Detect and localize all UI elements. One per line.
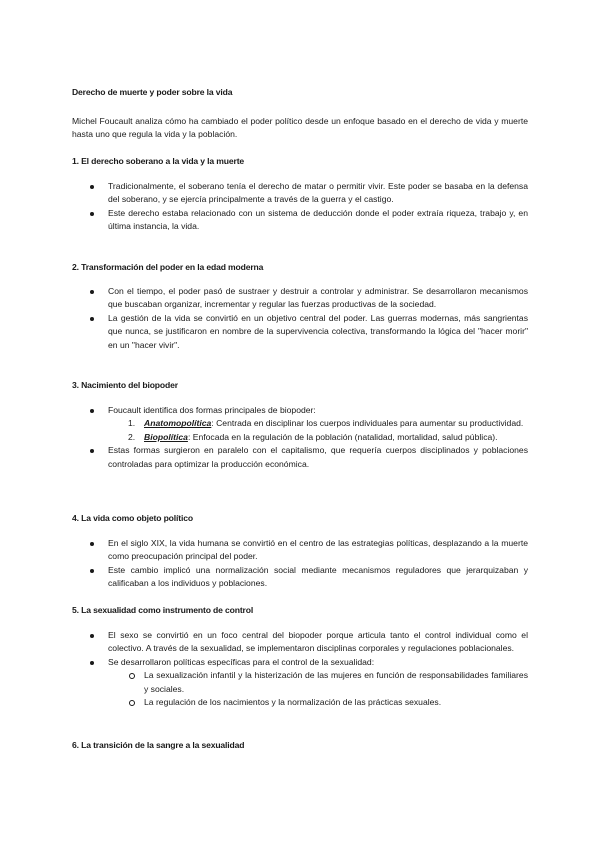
- section-2-bullets: [72, 285, 528, 352]
- section-4-bullets: [72, 537, 528, 591]
- bullet-icon: [90, 185, 94, 189]
- list-item: Con el tiempo, el poder pasó de sustraer y destruir a controlar y administrar. Se desarrollaron mecanismos que buscaban organizar, incrementar y regular las fuerzas productivas de la sociedad.: [72, 285, 528, 312]
- section-3-heading: 3. Nacimiento del biopoder: [72, 380, 178, 390]
- section-2-heading: 2. Transformación del poder en la edad moderna: [72, 262, 264, 272]
- section-3-bullets: [72, 404, 528, 471]
- list-item: Foucault identifica dos formas principales de biopoder:: [72, 404, 528, 417]
- list-item: En el siglo XIX, la vida humana se convirtió en el centro de las estrategias políticas, desplazando a la muerte como preocupación principal del poder.: [72, 537, 528, 564]
- section-5-heading: 5. La sexualidad como instrumento de control: [72, 605, 254, 615]
- list-item: El sexo se convirtió en un foco central del biopoder porque articula tanto el control individual como el colectivo. A través de la sexualidad, se implementaron disciplinas corporales y regulaciones poblacionales.: [72, 629, 528, 656]
- numbered-item: 2. Biopolítica: Enfocada en la regulación de la población (natalidad, mortalidad, salud pública).: [128, 431, 498, 442]
- section-5-bullets: [72, 629, 528, 709]
- intro-paragraph: Michel Foucault analiza cómo ha cambiado el poder político desde un enfoque basado en el derecho de vida y muerte hasta uno que regula la vida y la población.: [72, 116, 528, 140]
- bullet-icon: [90, 542, 94, 546]
- bullet-icon: [90, 569, 94, 573]
- bullet-icon: [90, 212, 94, 216]
- bullet-icon: [90, 409, 94, 413]
- bullet-icon: [90, 290, 94, 294]
- list-item: La gestión de la vida se convirtió en un objetivo central del poder. Las guerras modernas, más sangrientas que nunca, se justificaron en nombre de la supervivencia colectiva, transformando la lógica del "hacer morir" en un "hacer vivir".: [72, 312, 528, 352]
- hollow-bullet-icon: [129, 673, 135, 679]
- list-item: Este derecho estaba relacionado con un sistema de deducción donde el poder extraía riqueza, trabajo y, en última instancia, la vida.: [72, 207, 528, 234]
- bullet-icon: [90, 449, 94, 453]
- list-item: Tradicionalmente, el soberano tenía el derecho de matar o permitir vivir. Este poder se basaba en la defensa del soberano, y se ejercía principalmente a través de la guerra y el castigo.: [72, 180, 528, 207]
- list-item: Estas formas surgieron en paralelo con el capitalismo, que requería cuerpos disciplinados y poblaciones controladas para optimizar la producción económica.: [72, 444, 528, 471]
- bullet-icon: [90, 317, 94, 321]
- hollow-bullet-icon: [129, 700, 135, 706]
- section-4-heading: 4. La vida como objeto político: [72, 513, 193, 523]
- list-item: Este cambio implicó una normalización social mediante mecanismos reguladores que jerarquizaban y calificaban a los individuos y poblaciones.: [72, 564, 528, 591]
- bullet-icon: [90, 661, 94, 665]
- bullet-icon: [90, 634, 94, 638]
- section-1-bullets: [72, 180, 528, 234]
- list-item: Se desarrollaron políticas específicas para el control de la sexualidad:: [72, 656, 528, 669]
- section-1-heading: 1. El derecho soberano a la vida y la muerte: [72, 156, 245, 166]
- sub-list-item: La sexualización infantil y la histerización de las mujeres en función de responsabilidades familiares y sociales.: [72, 669, 528, 696]
- sub-list-item: La regulación de los nacimientos y la normalización de las prácticas sexuales.: [72, 696, 528, 709]
- section-6-heading: 6. La transición de la sangre a la sexualidad: [72, 740, 245, 750]
- document-title: Derecho de muerte y poder sobre la vida: [72, 87, 233, 97]
- numbered-item: 1. Anatomopolítica: Centrada en disciplinar los cuerpos individuales para aumentar su productividad.: [128, 418, 524, 429]
